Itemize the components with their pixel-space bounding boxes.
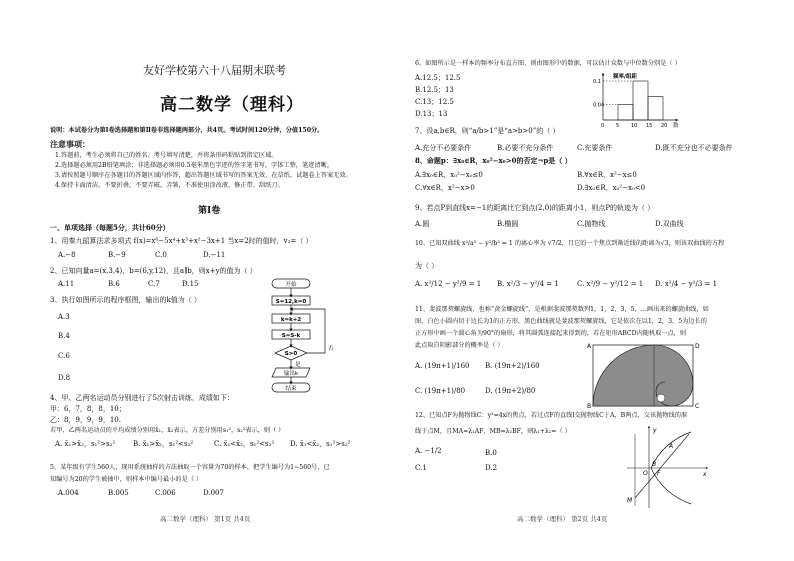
note-2: 2.选择题必须用2B铅笔填涂；非选择题必须用0.5毫米黑色字迹的签字笔书写，字体工整，笔迹清晰。 [55, 162, 333, 169]
section-heading: 一、单项选择（每题5分，共计60分） [50, 223, 170, 232]
hist-xlabel: 数 [673, 123, 679, 128]
page-footer: 高二数学（理科） 第1页 共4页 [160, 515, 251, 523]
q6-option-c: C.13；12.5 [415, 98, 454, 106]
label-c: C [695, 403, 700, 410]
q5-option-b: B.005 [108, 489, 129, 497]
hist-xtick-2: 10 [631, 123, 638, 128]
label-b-point: B [652, 461, 657, 468]
hist-ytick-top: 0.1 [593, 79, 601, 85]
q6-option-d: D.13；13 [415, 110, 448, 118]
label-f: F [657, 470, 661, 477]
flowchart-output: 输出k [283, 371, 299, 377]
q5-option-a: A.004 [58, 489, 79, 497]
q12-option-a: A. −1/2 [415, 447, 442, 455]
note-4: 4.保持卡面清洁，不要折叠，不要弄破、弄皱，不准使用涂改液、修正带、刮纸刀。 [55, 182, 284, 189]
notes-heading: 注意事项： [50, 139, 90, 149]
school-title: 友好学校第六十八届期末联考 [143, 64, 286, 77]
q3-stem: 3、执行如图所示的程序框图，输出的k值为（ ） [50, 296, 201, 304]
q12-option-b: B.0 [485, 449, 497, 457]
q7-option-a: A.充分不必要条件 [415, 144, 472, 152]
hist-xtick-3: 15 [646, 123, 653, 128]
q8-option-a: A.∃x₀∈R，x₀²−x₀≤0 [415, 171, 483, 179]
q5-stem2: 知编号为20的学生被抽中，则样本中编号最小的是（ ） [50, 476, 203, 483]
q9-option-c: C.抛物线 [577, 220, 606, 228]
small-circle [657, 394, 665, 402]
parabola-figure [623, 424, 713, 510]
flowchart-step2: S=S-k [281, 333, 301, 339]
q11-stem3: 正方形中画一个圆心角为90°的扇形，将其圆弧连接起来得到的，若在矩形ABCD内随机取一点，则 [415, 330, 687, 337]
label-d: D [695, 343, 700, 350]
q7-option-c: C.充要条件 [577, 144, 613, 152]
q4-option-b: B. x̄₁>x̄₂，s₁²<s₂² [133, 440, 194, 448]
q9-option-a: A.圆 [415, 220, 430, 228]
q1-option-b: B.−9 [108, 251, 126, 259]
label-m: M [627, 497, 633, 504]
q3-option-a: A.3 [58, 313, 70, 321]
q10-option-c: C. x²/9 − y²/12 = 1 [577, 280, 644, 288]
q4-jia: 甲：6，7，8，8，10； [50, 405, 126, 413]
q9-stem: 9、若点P到直线x=−1的距离比它到点(2,0)的距离小1，则点P的轨迹为（ ） [415, 204, 655, 212]
q7-option-d: D.既不充分也不必要条件 [655, 144, 733, 152]
fibonacci-spiral-figure [585, 340, 705, 410]
q7-option-b: B.必要不充分条件 [497, 144, 554, 152]
flowchart-no: 否 [328, 346, 334, 352]
flowchart-diagram [255, 276, 355, 394]
q3-option-b: B.4 [58, 332, 70, 340]
label-a-point: A [669, 443, 674, 450]
note-3: 3.请按照题号顺序在各题目的答题区域内作答，超出答题区域书写的答案无效，在草纸、试题卷上答案无效。 [55, 172, 352, 179]
shaded-region [593, 345, 693, 406]
q1-option-a: A.−8 [58, 251, 76, 259]
flowchart-cond: S>0 [284, 351, 298, 357]
q3-option-d: D.8 [58, 374, 71, 382]
instructions: 说明：本试卷分为第Ⅰ卷选择题和第Ⅱ卷非选择题两部分，共4页。考试时间120分钟，分值150分。 [50, 127, 324, 134]
q8-option-b: B.∀x∈R，x²−x≤0 [577, 171, 637, 179]
page-2 [397, 0, 794, 561]
q11-stem: 11、斐波那契螺旋线，也称“黄金螺旋线”，是根据斐波那契数列1，1，2，3，5，…画出来的螺旋曲线，如 [415, 306, 709, 313]
q6-option-b: B.12.5；13 [415, 86, 454, 94]
flowchart-yes: 是 [295, 362, 301, 368]
subject-title: 高二数学（理科） [160, 95, 304, 115]
q10-option-a: A. x²/12 − y²/9 = 1 [415, 280, 482, 288]
q4-option-a: A. x̄₁>x̄₂，s₁²>s₂² [55, 440, 116, 448]
q10-option-b: B. x²/3 − y²/4 = 1 [497, 280, 559, 288]
q12-option-d: D.2 [485, 464, 498, 472]
volume-title: 第Ⅰ卷 [198, 206, 221, 216]
label-x: x [703, 471, 707, 478]
q5-stem: 5、某年级有学生560人，现用系统抽样的方法抽取一个容量为70的样本，把学生编号为1~560号，已 [50, 464, 330, 471]
q5-option-d: D.007 [203, 489, 224, 497]
q2-option-d: D.15 [182, 280, 199, 288]
q11-option-c: C. (19π+1)/80 [415, 387, 466, 395]
label-a: A [587, 343, 592, 350]
q11-option-a: A. (19π+1)/160 [415, 362, 470, 370]
q6-option-a: A.12.5；12.5 [415, 74, 461, 82]
label-o: O [643, 470, 648, 477]
q1-stem: 1、用秦九韶算法求多项式 f(x)=x⁶−5x⁴+x³+x²−3x+1 当x=2时的值时，v₃=（ ） [50, 237, 313, 245]
hist-bar-2 [648, 97, 663, 120]
flowchart-init: S=12,k=0 [275, 299, 307, 305]
hist-ytick-low: 0.04 [593, 102, 605, 109]
label-b: B [587, 403, 592, 410]
q12-stem2: 线于点M，且MA=λ₁AF，MB=λ₂BF，则λ₁+λ₂=（ ） [415, 428, 571, 435]
q11-option-b: B. (19π+2)/160 [485, 362, 540, 370]
q9-option-b: B.椭圆 [497, 220, 519, 228]
q12-option-c: C.1 [415, 464, 427, 472]
q3-option-c: C.6 [58, 352, 70, 360]
q4-option-c: C. x̄₁<x̄₂，s₁²<s₂² [214, 440, 275, 448]
q1-option-d: D.−11 [203, 251, 226, 259]
q5-option-c: C.006 [155, 489, 176, 497]
q8-option-c: C.∀x∈R，x²−x>0 [415, 184, 475, 192]
hist-bar-0 [618, 104, 633, 120]
flowchart-start: 开始 [285, 282, 297, 288]
note-1: 1.答题前，考生必须将自己的姓名、考号填写清楚，并将条形码粘贴到指定区域。 [55, 152, 278, 159]
q2-option-b: B.6 [108, 280, 120, 288]
hist-ylabel: 频率/组距 [613, 74, 638, 80]
q10-stem2: 为（ ） [415, 262, 439, 270]
label-y: y [653, 427, 657, 434]
q8-stem: 8、命题p：∃x₀∈R，x₀²−x₀>0的否定¬p是（ ） [415, 156, 572, 165]
q10-stem: 10、已知双曲线 x²/a² − y²/b² = 1 的离心率为 √7/2，且它的一个焦点到渐近线的距离为√3，则该双曲线的方程 [415, 240, 725, 247]
q6-stem: 6、如图所示是一样本的频率分布直方图，则由图形中的数据，可以估计众数与中位数分别是（ ） [415, 60, 681, 67]
q10-option-d: D. x²/4 − y²/3 = 1 [655, 280, 718, 288]
q2-option-c: C.7 [148, 280, 160, 288]
q11-stem2: 图，白色小圆内切于边长为1的正方形，黑色曲线就是斐波那契螺旋线，它是依次在以1，2，3，5为边长的 [415, 318, 707, 325]
q12-stem: 12、已知点F为抛物线C：y²=4x的焦点，若过点F的直线l交抛物线C于A，B两点，交该抛物线的准 [415, 412, 688, 419]
hist-xtick-0: 0 [601, 123, 605, 128]
q4-option-d: D. x̄₁<x̄₂，s₁²>s₂² [290, 440, 351, 448]
q4-stem2: 若甲、乙两名运动员的平均成绩分别用x̄₁，x̄₂表示，方差分别用s₁²，s₂²表示，则（ ） [50, 427, 285, 434]
q8-option-d: D.∃x₀∈R，x₀²−x₀<0 [577, 184, 646, 192]
line-l [635, 434, 689, 498]
flowchart-step1: k=k+2 [280, 317, 302, 323]
flowchart-end: 结束 [285, 386, 297, 392]
page-footer: 高二数学（理科） 第2页 共4页 [517, 515, 608, 523]
hist-xtick-4: 20 [661, 123, 668, 128]
hist-bar-1 [633, 81, 648, 120]
q2-option-a: A.11 [58, 280, 75, 288]
q7-stem: 7、设a,b∈R，则“a/b>1”是“a>b>0”的（ ） [415, 127, 560, 135]
q4-yi: 乙：8，9，9，9，10. [50, 416, 121, 424]
q11-option-d: D. (19π+2)/80 [485, 387, 536, 395]
frequency-histogram [593, 70, 683, 128]
q4-stem: 4、甲、乙两名运动员分别进行了5次射击训练，成绩如下： [50, 394, 234, 402]
q1-option-c: C.0 [155, 251, 167, 259]
q9-option-d: D.双曲线 [655, 220, 684, 228]
q11-stem4: 此点取自阴影部分的概率是（ ） [415, 342, 504, 349]
hist-xtick-1: 5 [616, 123, 620, 128]
q2-stem: 2、已知向量a=(x,3,4)，b=(6,y,12)，且a∥b，则x+y的值为（ ） [50, 267, 257, 275]
